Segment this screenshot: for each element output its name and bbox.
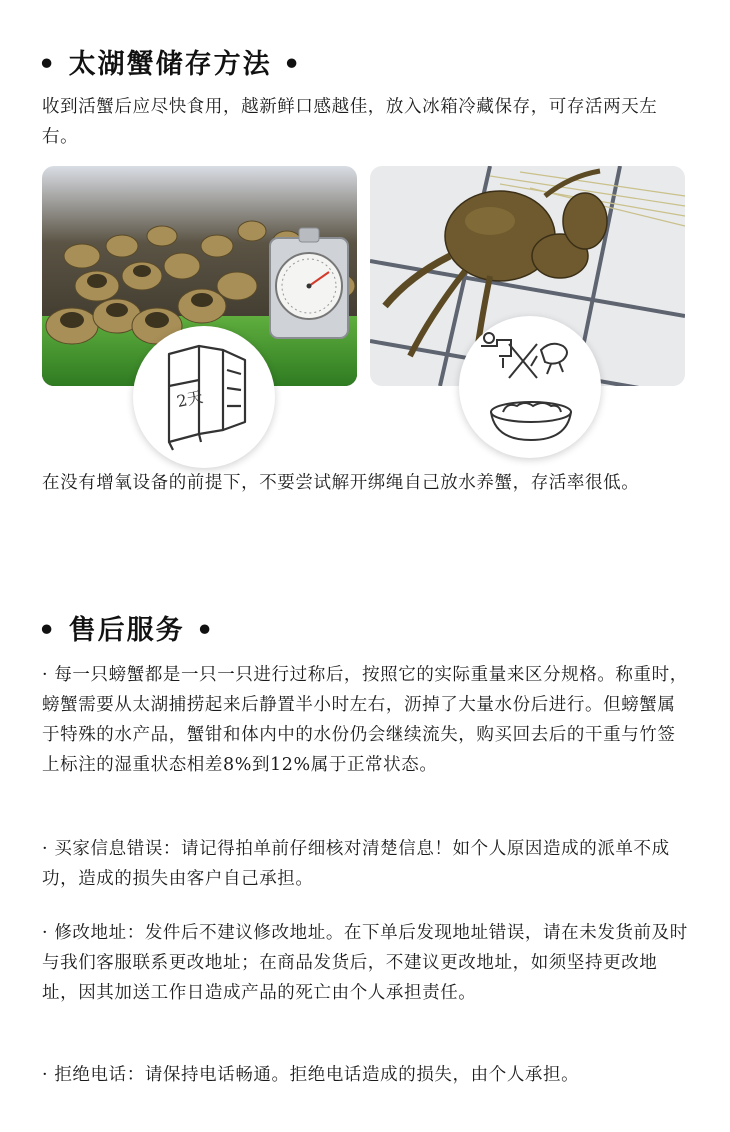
no-water-badge bbox=[459, 316, 601, 458]
fridge-label: 2天 bbox=[175, 387, 205, 412]
basin-icon bbox=[491, 402, 571, 440]
after-sales-title: • 售后服务 • bbox=[38, 615, 216, 646]
storage-warning: 在没有增氧设备的前提下，不要尝试解开绑绳自己放水养蟹，存活率很低。 bbox=[42, 473, 640, 493]
after-sales-item-phone: · 拒绝电话：请保持电话畅通。拒绝电话造成的损失，由个人承担。 bbox=[42, 1065, 580, 1085]
faucet-icon bbox=[481, 333, 511, 368]
storage-intro: 收到活蟹后应尽快食用，越新鲜口感越佳，放入冰箱冷藏保存，可存活两天左右。 bbox=[42, 97, 658, 147]
crab-icon bbox=[541, 344, 567, 364]
after-sales-item-address: · 修改地址：发件后不建议修改地址。在下单后发现地址错误，请在未发货前及时与我们客服联系更改地址；在商品发货后，不建议更改地址，如须坚持更改地址，因其加送工作日造成产品的死亡由个人承担责任。 bbox=[42, 923, 688, 1003]
refrigerator-icon bbox=[133, 326, 275, 468]
faucet-basin-illustration bbox=[459, 316, 601, 458]
storage-title: • 太湖蟹储存方法 • bbox=[38, 49, 303, 80]
thermometer-icon bbox=[270, 228, 348, 338]
after-sales-item-buyer-info: · 买家信息错误：请记得拍单前仔细核对清楚信息！如个人原因造成的派单不成功，造成的损失由客户自己承担。 bbox=[42, 839, 670, 889]
after-sales-item-weight: · 每一只螃蟹都是一只一只进行过称后，按照它的实际重量来区分规格。称重时，螃蟹需要从太湖捕捞起来后静置半小时左右，沥掉了大量水份后进行。但螃蟹属于特殊的水产品，蟹钳和体内中的水份仍会继续流失，购买回去后的干重与竹签上标注的湿重状态相差8%到12%属于正常状态。 bbox=[42, 665, 688, 775]
refrigerator-badge bbox=[133, 326, 275, 468]
